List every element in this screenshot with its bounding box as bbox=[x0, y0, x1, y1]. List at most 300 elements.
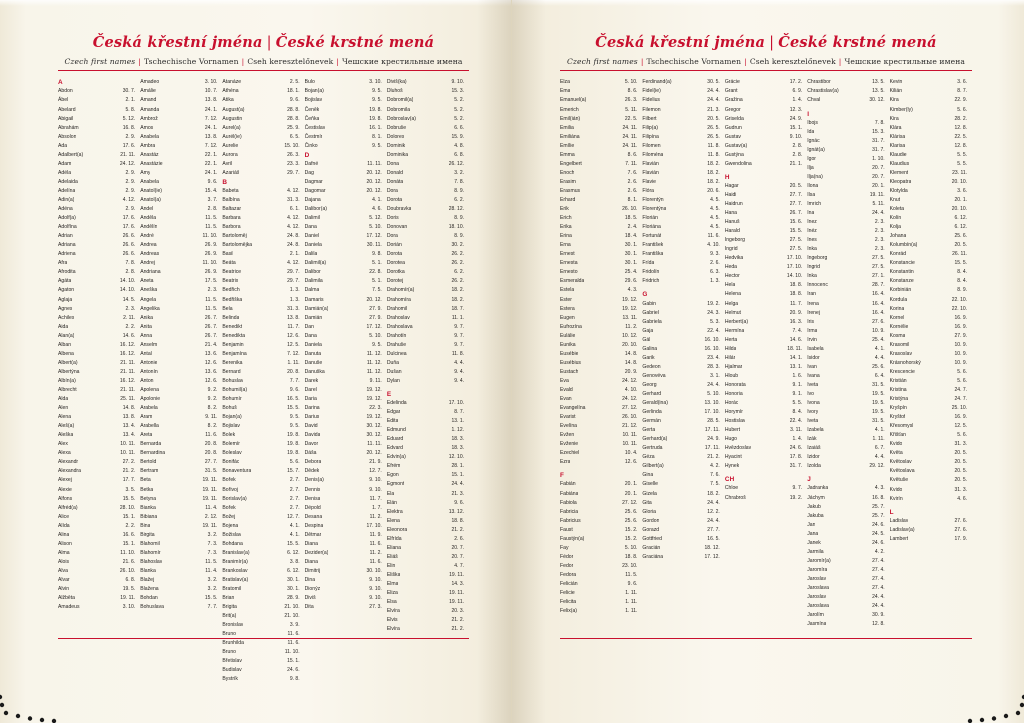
name-entry bbox=[642, 372, 719, 381]
name-day-date: 22. 10. bbox=[951, 296, 968, 303]
name-day-date: 26. 7. bbox=[204, 332, 218, 339]
name-entry bbox=[807, 453, 884, 462]
name-label: Bonaventura bbox=[222, 468, 252, 475]
name-day-date: 20. 12. bbox=[366, 450, 382, 457]
name-entry bbox=[807, 236, 884, 245]
name-day-date: 8. 6. bbox=[627, 151, 638, 158]
name-day-date: 6. 1. bbox=[289, 206, 300, 213]
name-entry bbox=[560, 499, 637, 508]
name-day-date: 24. 11. bbox=[622, 124, 638, 131]
name-day-date: 7. 4. bbox=[792, 327, 803, 334]
name-entry bbox=[140, 350, 217, 359]
name-entry bbox=[387, 359, 464, 368]
name-day-date: 25. 4. bbox=[624, 269, 638, 276]
name-entry bbox=[222, 87, 299, 96]
name-entry bbox=[807, 78, 884, 87]
name-label: Dolores bbox=[386, 133, 405, 140]
name-day-date: 9. 7. bbox=[792, 485, 803, 492]
name-day-date: 6. 5. bbox=[289, 133, 300, 140]
name-label: Darina bbox=[304, 405, 320, 412]
name-label: Amand bbox=[140, 97, 157, 104]
name-label: Inez bbox=[807, 219, 817, 226]
name-entry bbox=[890, 359, 967, 368]
name-entry bbox=[222, 630, 299, 639]
name-entry bbox=[387, 535, 464, 544]
name-label: Jáchym bbox=[807, 494, 825, 501]
name-entry bbox=[58, 594, 135, 603]
name-label: Ida bbox=[807, 128, 815, 135]
name-entry bbox=[807, 494, 884, 503]
name-day-date: 11. 8. bbox=[707, 151, 720, 158]
name-entry bbox=[305, 467, 382, 476]
name-entry bbox=[387, 87, 464, 96]
name-entry bbox=[222, 639, 299, 648]
name-day-date: 1. 6. bbox=[792, 372, 803, 379]
name-day-date: 27. 5. bbox=[789, 237, 803, 244]
name-entry bbox=[807, 119, 884, 128]
name-day-date: 29. 12. bbox=[869, 463, 885, 470]
name-entry bbox=[387, 151, 464, 160]
name-entry bbox=[58, 223, 135, 232]
name-day-date: 24. 4. bbox=[872, 594, 885, 601]
name-day-date: 21. 9. bbox=[369, 459, 382, 466]
name-day-date: 14. 6. bbox=[789, 336, 803, 343]
name-label: Gertruda bbox=[642, 445, 663, 452]
name-label: Inka bbox=[807, 273, 817, 280]
name-entry bbox=[140, 486, 217, 495]
name-entry bbox=[140, 259, 217, 268]
name-day-date: 16. 9. bbox=[954, 323, 968, 330]
name-label: Elena bbox=[386, 517, 400, 524]
name-day-date: 20. 12. bbox=[366, 178, 382, 185]
name-day-date: 9. 3. bbox=[710, 251, 720, 258]
name-label: Erina bbox=[560, 233, 572, 240]
name-entry bbox=[222, 115, 299, 124]
name-day-date: 31. 3. bbox=[287, 305, 300, 312]
name-entry bbox=[58, 395, 135, 404]
name-day-date: 18. 7. bbox=[451, 305, 465, 312]
name-entry bbox=[807, 345, 884, 354]
name-entry bbox=[387, 323, 464, 332]
name-entry bbox=[642, 408, 719, 417]
name-day-date: 29. 7. bbox=[287, 269, 300, 276]
name-label: Herta bbox=[724, 336, 738, 343]
name-label: Bojan(a) bbox=[222, 414, 242, 421]
name-label: Bulo bbox=[304, 79, 315, 86]
name-entry bbox=[222, 377, 299, 386]
name-label: Aglaja bbox=[58, 296, 73, 303]
name-day-date: 9. 11. bbox=[205, 414, 218, 421]
name-day-date: 27. 12. bbox=[622, 405, 638, 412]
name-label: Blahomír bbox=[140, 549, 161, 556]
name-label: Galina bbox=[642, 345, 658, 352]
name-day-date: 19. 11. bbox=[869, 191, 885, 198]
name-label: Egmont bbox=[386, 481, 405, 488]
name-day-date: 21. 2. bbox=[122, 468, 136, 475]
name-day-date: 26. 6. bbox=[122, 242, 136, 249]
gutter-shadow-left bbox=[477, 0, 511, 723]
name-day-date: 5. 12. bbox=[369, 215, 382, 222]
name-label: Emiliána bbox=[560, 133, 580, 140]
name-label: Chrastibor bbox=[807, 79, 831, 86]
name-day-date: 31. 5. bbox=[204, 468, 218, 475]
name-day-date: 8. 4. bbox=[957, 269, 968, 276]
name-entry bbox=[58, 359, 135, 368]
name-day-date: 11. 11. bbox=[367, 160, 382, 167]
name-day-date: 6. 6. bbox=[454, 124, 465, 131]
name-label: Birgita bbox=[140, 531, 155, 538]
title-rule bbox=[58, 70, 469, 71]
name-label: Giselle bbox=[642, 481, 658, 488]
name-entry bbox=[725, 484, 802, 493]
name-entry bbox=[890, 386, 967, 395]
name-day-date: 19. 5. bbox=[872, 409, 885, 416]
name-entry bbox=[140, 467, 217, 476]
name-day-date: 14. 8. bbox=[624, 359, 638, 366]
name-day-date: 1. 10. bbox=[872, 155, 885, 162]
name-label: Ladislav bbox=[889, 517, 909, 524]
name-entry bbox=[305, 160, 382, 169]
name-day-date: 6. 4. bbox=[874, 372, 885, 379]
name-label: Dorota bbox=[386, 197, 403, 203]
name-label: Alexandr bbox=[58, 459, 79, 466]
name-entry bbox=[140, 531, 217, 540]
name-entry bbox=[140, 169, 217, 178]
name-day-date: 24. 6. bbox=[789, 445, 803, 452]
name-label: Chval bbox=[807, 97, 821, 104]
name-day-date: 26. 2. bbox=[451, 278, 465, 285]
name-day-date: 1. 11. bbox=[625, 590, 638, 597]
name-label: Jana bbox=[807, 530, 819, 537]
name-label: Bojislav bbox=[222, 423, 240, 430]
name-day-date: 19. 12. bbox=[366, 414, 382, 421]
name-entry bbox=[642, 553, 719, 562]
name-entry bbox=[725, 151, 802, 160]
name-entry bbox=[305, 286, 382, 295]
name-day-date: 3. 5. bbox=[125, 486, 136, 493]
name-day-date: 1. 11. bbox=[872, 436, 885, 443]
name-label: Gerhard bbox=[642, 390, 662, 397]
name-entry bbox=[58, 377, 135, 386]
name-label: Ivo bbox=[807, 390, 815, 397]
name-entry bbox=[58, 296, 135, 305]
name-day-date: 9. 10. bbox=[789, 133, 803, 140]
name-label: Grácie bbox=[724, 79, 740, 86]
name-label: Darek bbox=[304, 377, 319, 384]
left-name-columns bbox=[58, 78, 469, 683]
subtitle-sep-1: | bbox=[138, 57, 141, 67]
name-day-date: 24. 4. bbox=[707, 381, 720, 388]
name-label: Emilia bbox=[560, 124, 574, 131]
name-entry bbox=[560, 526, 637, 535]
name-day-date: 8. 1. bbox=[627, 197, 638, 203]
name-day-date: 30. 11. bbox=[366, 242, 382, 249]
name-label: Genovéva bbox=[642, 372, 666, 379]
name-entry bbox=[890, 314, 967, 323]
name-day-date: 27. 6. bbox=[872, 318, 885, 325]
name-entry bbox=[642, 544, 719, 553]
subtitle-sep-1-right: | bbox=[640, 57, 644, 67]
name-label: Izidor bbox=[807, 454, 820, 461]
name-day-date: 3. 10. bbox=[204, 79, 218, 86]
name-entry bbox=[387, 259, 464, 268]
name-entry bbox=[305, 395, 382, 404]
name-label: Efrém bbox=[386, 463, 401, 470]
name-day-date: 26. 10. bbox=[622, 414, 638, 421]
name-label: Edmund bbox=[386, 427, 406, 434]
name-label: Bartolomějka bbox=[222, 242, 253, 249]
name-entry bbox=[140, 567, 217, 576]
name-label: Bernard bbox=[222, 368, 241, 375]
name-entry bbox=[305, 440, 382, 449]
name-entry bbox=[140, 286, 217, 295]
name-day-date: 24. 7. bbox=[954, 386, 968, 393]
name-day-date: 16. 6. bbox=[122, 531, 136, 538]
name-entry bbox=[222, 404, 299, 413]
name-entry bbox=[305, 495, 382, 504]
name-day-date: 19. 12. bbox=[366, 396, 382, 403]
name-day-date: 9. 8. bbox=[372, 251, 382, 258]
subtitle-sep-3: | bbox=[336, 57, 339, 67]
name-label: Dědek bbox=[304, 468, 320, 475]
name-label: Benjamína bbox=[222, 350, 247, 357]
name-entry bbox=[222, 341, 299, 350]
name-day-date: 16. 4. bbox=[872, 300, 885, 307]
name-day-date: 19. 11. bbox=[449, 590, 465, 597]
name-label: Alexej bbox=[58, 477, 72, 484]
name-day-date: 5. 1. bbox=[372, 278, 382, 285]
name-label: Kleopatra bbox=[889, 178, 912, 185]
name-day-date: 12. 6. bbox=[287, 332, 300, 339]
name-day-date: 13. 1. bbox=[789, 363, 803, 370]
name-label: Dobruše bbox=[386, 124, 407, 131]
name-day-date: 20. 8. bbox=[204, 441, 218, 448]
name-day-date: 8. 1. bbox=[372, 133, 382, 140]
name-day-date: 9. 6. bbox=[207, 178, 218, 185]
name-entry bbox=[807, 575, 884, 584]
name-label: Donald bbox=[386, 169, 403, 176]
name-entry bbox=[642, 106, 719, 115]
name-label: Eustach bbox=[560, 368, 579, 375]
name-entry bbox=[305, 359, 382, 368]
name-day-date: 27. 2. bbox=[122, 459, 136, 466]
name-day-date: 22. 9. bbox=[954, 97, 968, 104]
name-day-date: 10. 11. bbox=[622, 441, 638, 448]
name-label: Adolfína bbox=[58, 224, 77, 231]
name-entry bbox=[222, 133, 299, 142]
name-label: Flavie bbox=[642, 178, 656, 185]
name-entry bbox=[560, 160, 637, 169]
name-label: Branimír(a) bbox=[222, 558, 248, 565]
name-entry bbox=[642, 327, 719, 336]
name-entry bbox=[305, 296, 382, 305]
name-day-date: 1. 12. bbox=[451, 427, 465, 434]
name-label: Emerich bbox=[560, 106, 579, 113]
name-entry bbox=[58, 504, 135, 513]
name-entry bbox=[387, 96, 464, 105]
name-day-date: 10. 11. bbox=[120, 441, 136, 448]
name-entry bbox=[807, 263, 884, 272]
name-label: Čeňka bbox=[304, 115, 320, 122]
name-day-date: 8. 6. bbox=[627, 88, 638, 95]
name-label: Felix(a) bbox=[560, 608, 577, 615]
name-label: Bořek bbox=[222, 504, 236, 511]
name-day-date: 17. 10. bbox=[448, 400, 465, 407]
name-label: Ezechiel bbox=[560, 450, 580, 457]
name-day-date: 24. 5. bbox=[872, 530, 885, 537]
name-label: Aida bbox=[58, 323, 69, 330]
name-entry bbox=[560, 571, 637, 580]
name-label: Danuška bbox=[304, 368, 325, 375]
name-entry bbox=[890, 160, 967, 169]
name-entry bbox=[560, 368, 637, 377]
name-entry bbox=[305, 178, 382, 187]
name-label: Emma bbox=[560, 151, 575, 158]
name-label: Erna bbox=[560, 242, 571, 249]
name-entry bbox=[222, 277, 299, 286]
name-label: Dobroslav(a) bbox=[386, 115, 416, 122]
name-entry bbox=[807, 417, 884, 426]
name-day-date: 27. 7. bbox=[707, 526, 720, 533]
name-label: Božej bbox=[222, 513, 236, 520]
name-day-date: 20. 12. bbox=[366, 169, 382, 176]
name-day-date: 27. 6. bbox=[954, 517, 968, 524]
name-label: Gordon bbox=[642, 517, 660, 524]
name-entry bbox=[140, 341, 217, 350]
name-entry bbox=[305, 106, 382, 115]
name-entry bbox=[222, 323, 299, 332]
name-day-date: 24. 9. bbox=[707, 436, 720, 443]
name-label: Chloe bbox=[724, 485, 739, 492]
name-day-date: 17. 12. bbox=[704, 553, 720, 560]
name-day-date: 28. 8. bbox=[287, 106, 300, 113]
name-label: Dětmar bbox=[304, 531, 322, 538]
name-label: Dalimil(a) bbox=[304, 260, 327, 267]
name-day-date: 1. 4. bbox=[792, 97, 803, 104]
name-label: Dorotea bbox=[386, 260, 405, 267]
name-day-date: 4. 12. bbox=[122, 197, 136, 203]
letter-heading: H bbox=[724, 173, 730, 181]
name-entry bbox=[560, 232, 637, 241]
name-day-date: 18. 8. bbox=[789, 291, 803, 298]
name-entry bbox=[222, 286, 299, 295]
name-entry bbox=[222, 495, 299, 504]
name-day-date: 15. 3. bbox=[872, 128, 885, 135]
name-label: Ambrož bbox=[140, 115, 158, 122]
name-day-date: 4. 6. bbox=[372, 206, 382, 213]
name-day-date: 4. 12. bbox=[287, 260, 300, 267]
name-entry bbox=[807, 209, 884, 218]
name-day-date: 17. 12. bbox=[366, 323, 382, 330]
name-label: Andělín bbox=[140, 224, 158, 231]
name-label: Jaroslava bbox=[807, 603, 830, 610]
name-entry bbox=[890, 223, 967, 232]
name-label: Blanka bbox=[140, 567, 156, 574]
name-entry bbox=[140, 504, 217, 513]
name-label: Dylan bbox=[386, 377, 400, 384]
name-entry bbox=[58, 341, 135, 350]
name-entry bbox=[560, 115, 637, 124]
name-day-date: 15. 1. bbox=[122, 513, 136, 520]
name-entry bbox=[387, 169, 464, 178]
name-day-date: 7. 7. bbox=[207, 604, 218, 611]
name-entry bbox=[807, 462, 884, 471]
name-day-date: 9. 7. bbox=[454, 332, 465, 339]
name-day-date: 25. 10. bbox=[951, 405, 968, 412]
name-label: Alfons bbox=[58, 495, 73, 502]
name-day-date: 4. 8. bbox=[454, 142, 465, 149]
name-entry bbox=[387, 277, 464, 286]
letter-heading: I bbox=[807, 110, 810, 118]
name-entry bbox=[725, 142, 802, 151]
name-entry bbox=[890, 422, 967, 431]
name-day-date: 28. 7. bbox=[872, 282, 885, 289]
name-label: Avril bbox=[222, 160, 233, 167]
name-label: Jaroslava bbox=[807, 584, 830, 591]
name-entry bbox=[58, 413, 135, 422]
name-label: Dáša bbox=[304, 450, 317, 457]
subtitle-hu: Cseh keresztelőnevek bbox=[247, 57, 334, 67]
name-day-date: 27. 7. bbox=[789, 191, 803, 198]
name-entry bbox=[387, 142, 464, 151]
name-day-date: 11. 5. bbox=[205, 224, 218, 231]
name-label: Dobromil(a) bbox=[386, 97, 414, 104]
name-day-date: 7. 6. bbox=[627, 169, 638, 176]
name-label: Budislav bbox=[222, 667, 242, 674]
name-day-date: 2. 3. bbox=[874, 228, 885, 235]
name-entry bbox=[560, 440, 637, 449]
name-day-date: 5. 5. bbox=[957, 160, 968, 167]
name-day-date: 29. 7. bbox=[287, 169, 300, 176]
name-label: Harald bbox=[724, 228, 740, 235]
name-day-date: 20. 5. bbox=[954, 242, 968, 249]
name-entry bbox=[305, 305, 382, 314]
name-day-date: 3. 2. bbox=[207, 576, 218, 583]
name-day-date: 13. 1. bbox=[451, 418, 465, 425]
name-day-date: 5. 10. bbox=[707, 390, 720, 397]
name-day-date: 30. 1. bbox=[624, 251, 638, 258]
name-day-date: 13. 4. bbox=[122, 423, 136, 430]
name-entry bbox=[58, 268, 135, 277]
name-entry bbox=[560, 124, 637, 133]
name-label: Hvězdoslav bbox=[724, 445, 752, 452]
name-entry bbox=[305, 549, 382, 558]
name-label: Albena bbox=[58, 350, 74, 357]
name-entry bbox=[140, 115, 217, 124]
name-entry bbox=[807, 87, 884, 96]
name-day-date: 25. 4. bbox=[872, 336, 885, 343]
name-entry bbox=[387, 214, 464, 223]
name-label: Dona bbox=[386, 160, 399, 167]
name-day-date: 26. 3. bbox=[624, 97, 638, 104]
name-entry bbox=[140, 549, 217, 558]
name-label: Iveta bbox=[807, 418, 819, 425]
name-day-date: 31. 7. bbox=[872, 137, 885, 144]
name-label: Aneška bbox=[140, 287, 158, 294]
name-label: Helga bbox=[724, 300, 739, 307]
name-label: Bratislav(a) bbox=[222, 576, 249, 583]
name-label: Iran bbox=[807, 291, 816, 298]
name-label: Klárisa bbox=[889, 133, 906, 140]
name-entry bbox=[642, 250, 719, 259]
name-entry bbox=[807, 512, 884, 521]
name-label: Gwendolina bbox=[724, 160, 752, 167]
name-label: Jasmína bbox=[807, 621, 827, 628]
name-label: Brigita bbox=[222, 604, 237, 611]
name-day-date: 11. 4. bbox=[205, 504, 218, 511]
name-day-date: 11. 12. bbox=[366, 359, 382, 366]
name-entry bbox=[58, 115, 135, 124]
